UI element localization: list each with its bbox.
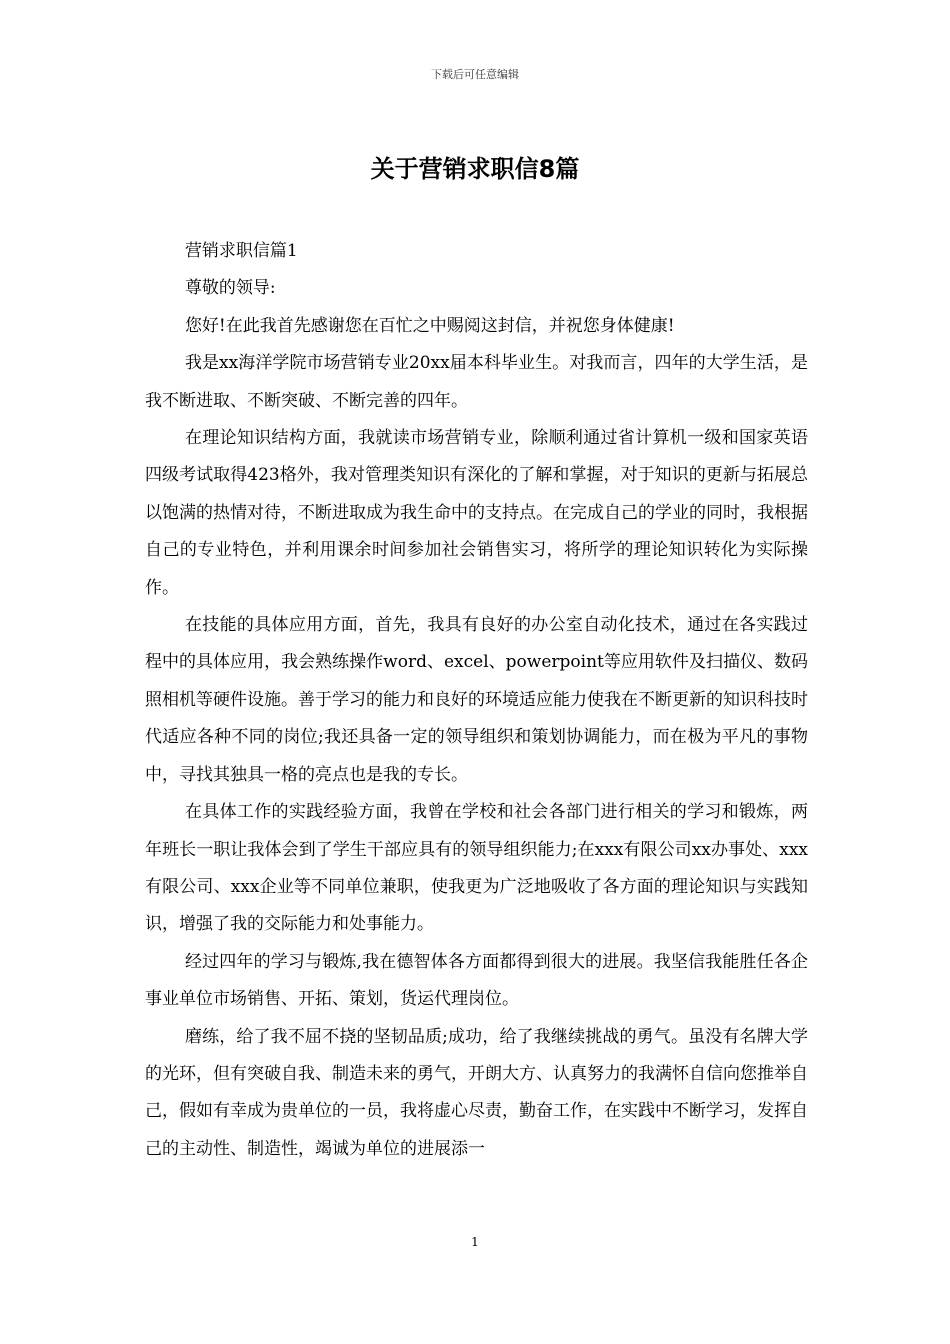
document-title: 关于营销求职信8篇 [370, 155, 580, 183]
body-paragraph: 我是xx海洋学院市场营销专业20xx届本科毕业生。对我而言，四年的大学生活，是我不断进取、不断突破、不断完善的四年。 [145, 353, 808, 411]
body-paragraph: 经过四年的学习与锻炼,我在德智体各方面都得到很大的进展。我坚信我能胜任各企事业单位市场销售、开拓、策划，货运代理岗位。 [145, 951, 808, 1010]
salutation: 尊敬的领导: [184, 278, 276, 299]
page-header-note: 下载后可任意编辑 [431, 68, 519, 81]
body-paragraph: 在具体工作的实践经验方面，我曾在学校和社会各部门进行相关的学习和锻炼，两年班长一职让我体会到了学生干部应具有的领导组织能力;在xxx有限公司xx办事处、xxx有限公司、xxx企业等不同单位兼职，使我更为广泛地吸收了各方面的理论知识与实践知识，增强了我的交际能力和处事能力。 [145, 802, 808, 935]
body-paragraph: 在理论知识结构方面，我就读市场营销专业，除顺利通过省计算机一级和国家英语四级考试取得423格外，我对管理类知识有深化的了解和掌握，对于知识的更新与拓展总以饱满的热情对待，不断进取成为我生命中的支持点。在完成自己的学业的同时，我根据自己的专业特色，并利用课余时间参加社会销售实习，将所学的理论知识转化为实际操作。 [145, 428, 808, 598]
page-number: 1 [471, 1235, 479, 1249]
document-body [145, 233, 808, 1168]
body-paragraph: 磨练，给了我不屈不挠的坚韧品质;成功，给了我继续挑战的勇气。虽没有名牌大学的光环，但有突破自我、制造未来的勇气，开朗大方、认真努力的我满怀自信向您推举自己，假如有幸成为贵单位的一员，我将虚心尽责，勤奋工作，在实践中不断学习，发挥自己的主动性、制造性，竭诚为单位的进展添一 [145, 1026, 808, 1159]
greeting-paragraph: 您好!在此我首先感谢您在百忙之中赐阅这封信，并祝您身体健康! [184, 315, 675, 336]
body-paragraph: 在技能的具体应用方面，首先，我具有良好的办公室自动化技术，通过在各实践过程中的具体应用，我会熟练操作word、excel、powerpoint等应用软件及扫描仪、数码照相机等硬件设施。善于学习的能力和良好的环境适应能力使我在不断更新的知识科技时代适应各种不同的岗位;我还具备一定的领导组织和策划协调能力，而在极为平凡的事物中，寻找其独具一格的亮点也是我的专长。 [145, 615, 808, 785]
section-heading: 营销求职信篇1 [184, 241, 298, 261]
